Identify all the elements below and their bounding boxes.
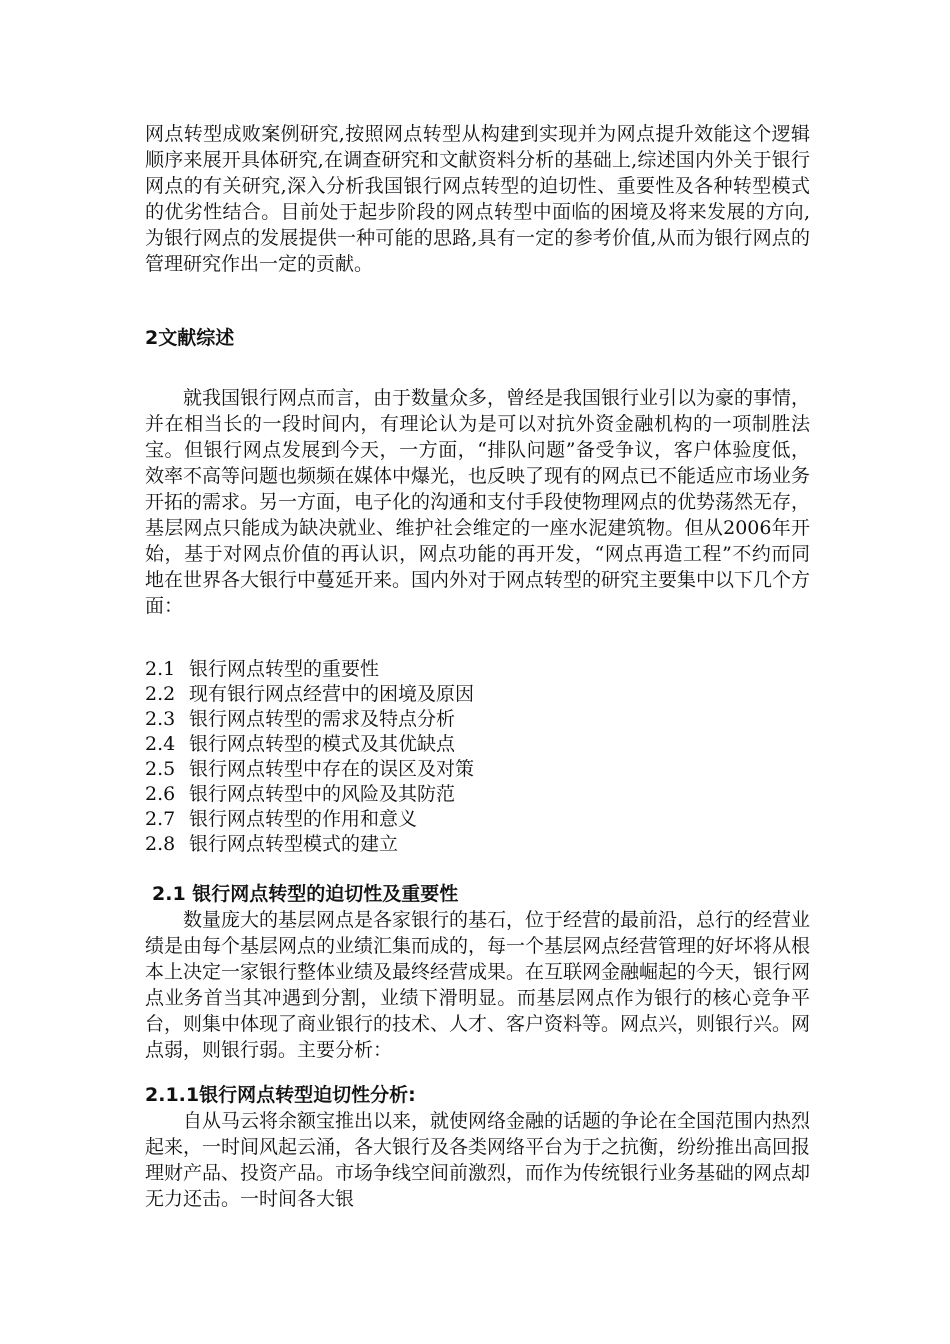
topic-label: 银行网点转型的模式及其优缺点 (189, 733, 456, 755)
topic-label: 银行网点转型的重要性 (189, 658, 380, 680)
topic-label: 银行网点转型的需求及特点分析 (189, 708, 456, 730)
topic-number: 2.6 (145, 783, 176, 805)
topic-number: 2.8 (145, 833, 176, 855)
topic-label: 银行网点转型中存在的误区及对策 (189, 758, 475, 780)
topic-list-item (145, 757, 474, 782)
section-2-topic-list (145, 657, 474, 857)
topic-number: 2.1 (145, 658, 176, 680)
section-2-heading: 2文献综述 (145, 327, 235, 349)
section-2-paragraph: 就我国银行网点而言，由于数量众多，曾经是我国银行业引以为豪的事情，并在相当长的一段时间内，有理论认为是可以对抗外资金融机构的一项制胜法宝。但银行网点发展到今天，一方面，“排队问题”备受争议，客户体验度低，效率不高等问题也频频在媒体中爆光，也反映了现有的网点已不能适应市场业务开拓的需求。另一方面，电子化的沟通和支付手段使物理网点的优势荡然无存，基层网点只能成为缺决就业、维护社会维定的一座水泥建筑物。但从2006年开始，基于对网点价值的再认识，网点功能的再开发，“网点再造工程”不约而同地在世界各大银行中蔓延开来。国内外对于网点转型的研究主要集中以下几个方面： (145, 387, 811, 617)
topic-label: 银行网点转型的作用和意义 (189, 808, 418, 830)
topic-list-item (145, 682, 474, 707)
topic-number: 2.3 (145, 708, 176, 730)
section-2-1-1-heading: 2.1.1银行网点转型迫切性分析: (145, 1084, 416, 1106)
topic-list-item (145, 707, 474, 732)
topic-list-item (145, 782, 474, 807)
topic-label: 现有银行网点经营中的困境及原因 (189, 683, 475, 705)
topic-label: 银行网点转型中的风险及其防范 (189, 783, 456, 805)
section-2-1-paragraph: 数量庞大的基层网点是各家银行的基石，位于经营的最前沿，总行的经营业绩是由每个基层网点的业绩汇集而成的，每一个基层网点经营管理的好坏将从根本上决定一家银行整体业绩及最终经营成果。在互联网金融崛起的今天，银行网点业务首当其冲遇到分割，业绩下滑明显。而基层网点作为银行的核心竞争平台，则集中体现了商业银行的技术、人才、客户资料等。网点兴，则银行兴。网点弱，则银行弱。主要分析： (145, 909, 811, 1061)
topic-list-item (145, 807, 474, 832)
topic-list-item (145, 832, 474, 857)
topic-number: 2.5 (145, 758, 176, 780)
section-2-1-heading: 2.1 银行网点转型的迫切性及重要性 (152, 883, 459, 905)
topic-number: 2.7 (145, 808, 176, 830)
topic-label: 银行网点转型模式的建立 (189, 833, 399, 855)
topic-list-item (145, 732, 474, 757)
section-2-1-1-paragraph: 自从马云将余额宝推出以来，就使网络金融的话题的争论在全国范围内热烈起来，一时间风起云涌，各大银行及各类网络平台为于之抗衡，纷纷推出高回报理财产品、投资产品。市场争线空间前激烈，而作为传统银行业务基础的网点却无力还击。一时间各大银 (145, 1110, 811, 1210)
topic-number: 2.4 (145, 733, 176, 755)
topic-number: 2.2 (145, 683, 176, 705)
intro-paragraph: 网点转型成败案例研究,按照网点转型从构建到实现并为网点提升效能这个逻辑顺序来展开具体研究,在调查研究和文献资料分析的基础上,综述国内外关于银行网点的有关研究,深入分析我国银行网点转型的迫切性、重要性及各种转型模式的优劣性结合。目前处于起步阶段的网点转型中面临的困境及将来发展的方向,为银行网点的发展提供一种可能的思路,具有一定的参考价值,从而为银行网点的管理研究作出一定的贡献。 (145, 123, 810, 275)
topic-list-item (145, 657, 474, 682)
